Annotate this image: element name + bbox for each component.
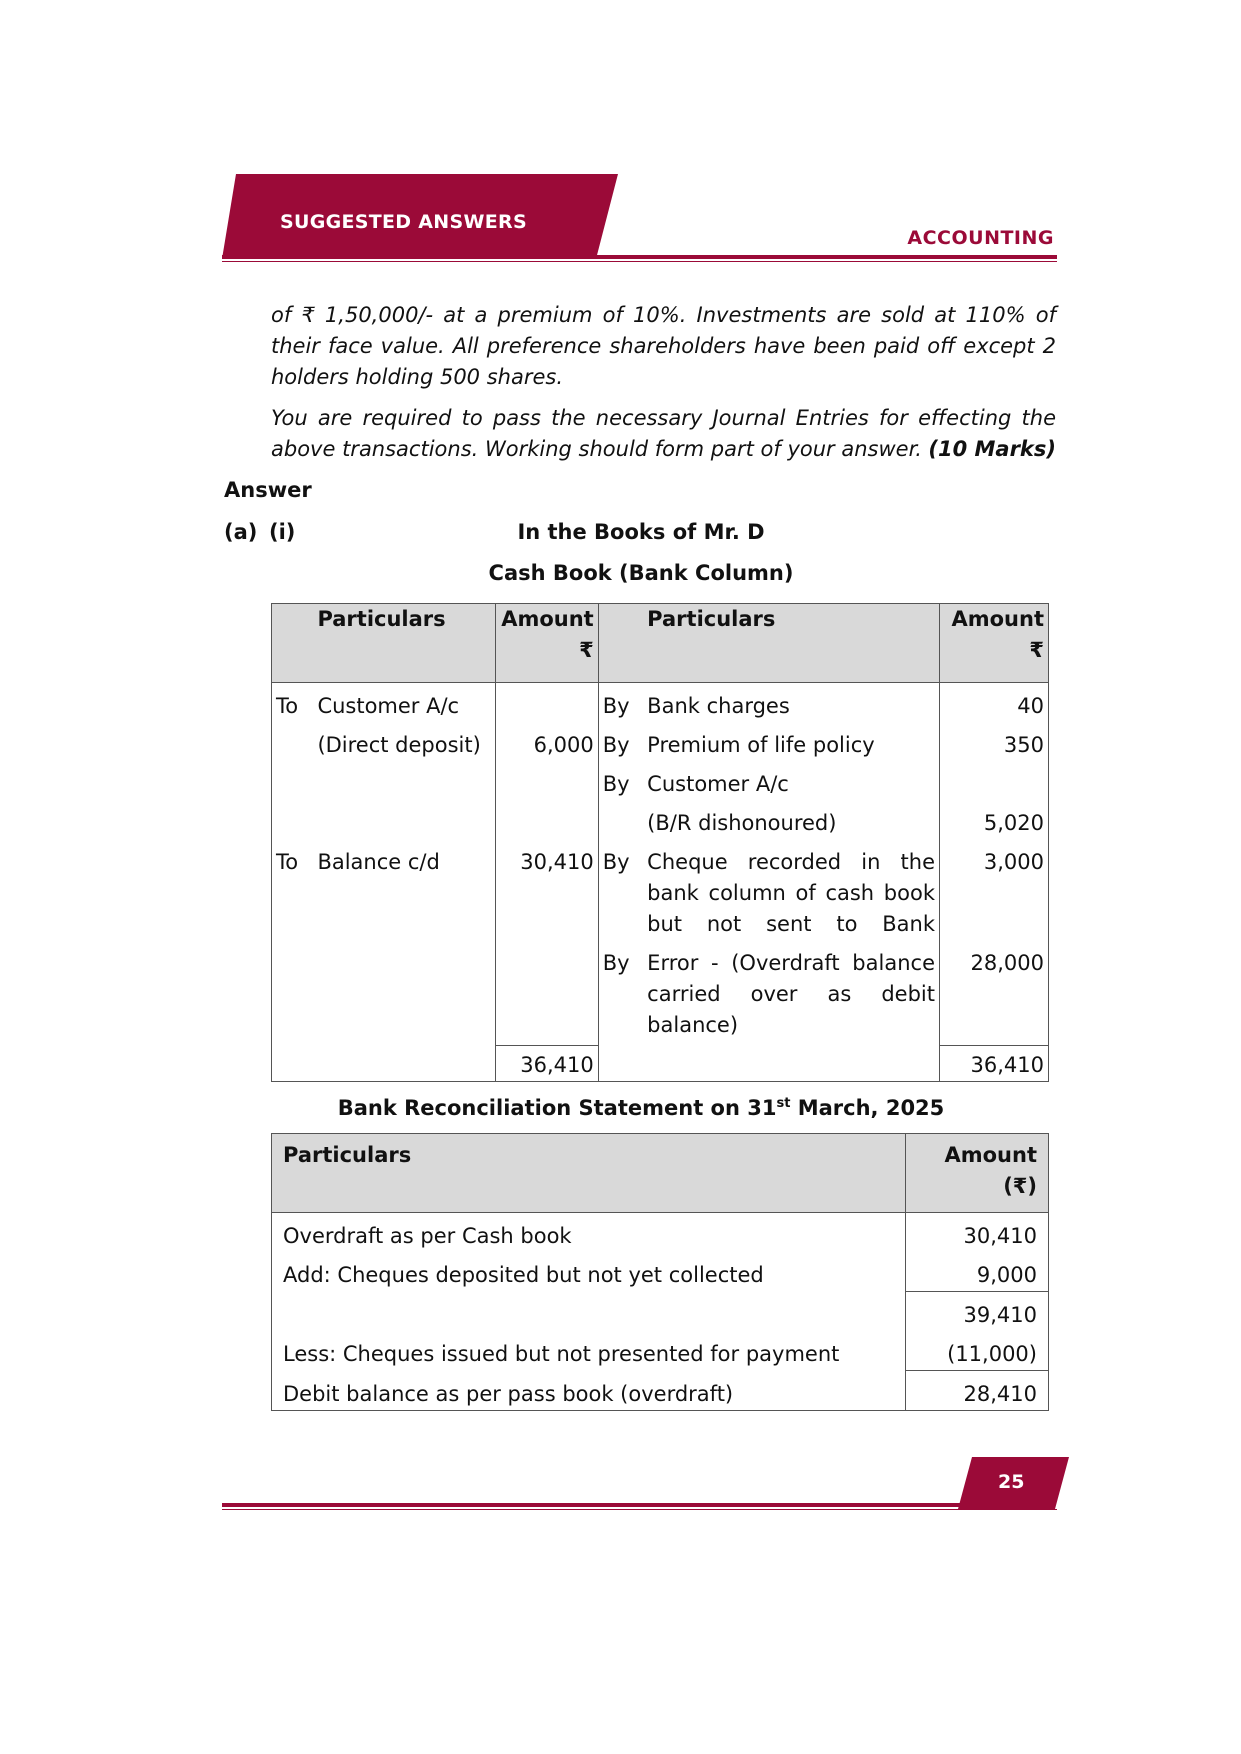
part-label: (a): [224, 520, 258, 544]
brs-table: [271, 1133, 1049, 1411]
total-row: [272, 1045, 1049, 1081]
books-title: In the Books of Mr. D: [517, 520, 765, 544]
table-header-row: [272, 604, 1049, 683]
credit-amount-header: Amount ₹: [940, 604, 1049, 683]
table-row: To Customer A/c By Bank charges 40: [272, 683, 1049, 723]
debit-particulars-header: Particulars: [313, 604, 495, 683]
header-right-label: ACCOUNTING: [907, 227, 1054, 249]
table-row: Overdraft as per Cash book 30,410: [272, 1213, 1049, 1253]
brs-amount-header: Amount (₹): [906, 1134, 1049, 1213]
footer-rule: [222, 1503, 974, 1507]
marks-label: (10 Marks): [928, 437, 1056, 461]
question-paragraph-2: [271, 403, 1056, 465]
question-paragraph-1: of ₹ 1,50,000/- at a premium of 10%. Investments are sold at 110% of their face value. All preference shareholders have been paid off except 2 holders holding 500 shares.: [271, 303, 1056, 389]
header-left-label: SUGGESTED ANSWERS: [280, 211, 527, 233]
page-number: 25: [998, 1471, 1025, 1493]
brs-title: Bank Reconciliation Statement on 31st March, 2025: [337, 1096, 945, 1120]
credit-total: 36,410: [940, 1045, 1049, 1081]
table-row: (B/R dishonoured) 5,020: [272, 800, 1049, 839]
answer-heading: Answer: [224, 478, 312, 502]
table-header-row: [272, 1134, 1049, 1213]
brs-particulars-header: Particulars: [272, 1134, 906, 1213]
table-row: By Customer A/c: [272, 761, 1049, 800]
header-rule-thin: [222, 261, 1057, 262]
question-text: You are required to pass the necessary Journal Entries for effecting the above transactions. Working should form part of your answer.: [271, 406, 1056, 461]
table-row: (Direct deposit) 6,000 By Premium of life policy 350: [272, 722, 1049, 761]
table-row: Debit balance as per pass book (overdraft) 28,410: [272, 1371, 1049, 1411]
cash-book-table: [271, 603, 1049, 1082]
debit-amount-header: Amount ₹: [495, 604, 598, 683]
table-row: By Error - (Overdraft balance carried over as debit balance) 28,000: [272, 940, 1049, 1045]
header-rule: [222, 255, 1057, 259]
sub-part-label: (i): [269, 520, 296, 544]
credit-particulars-header: Particulars: [643, 604, 939, 683]
table-row: To Balance c/d 30,410 By Cheque recorded in the bank column of cash book but not sent to Bank 3,000: [272, 839, 1049, 940]
debit-total: 36,410: [495, 1045, 598, 1081]
table-row: Add: Cheques deposited but not yet collected 9,000: [272, 1252, 1049, 1292]
table-row: 39,410: [272, 1292, 1049, 1332]
footer-rule-thin: [222, 1509, 1057, 1510]
cashbook-title: Cash Book (Bank Column): [488, 561, 794, 585]
table-row: Less: Cheques issued but not presented for payment (11,000): [272, 1331, 1049, 1371]
